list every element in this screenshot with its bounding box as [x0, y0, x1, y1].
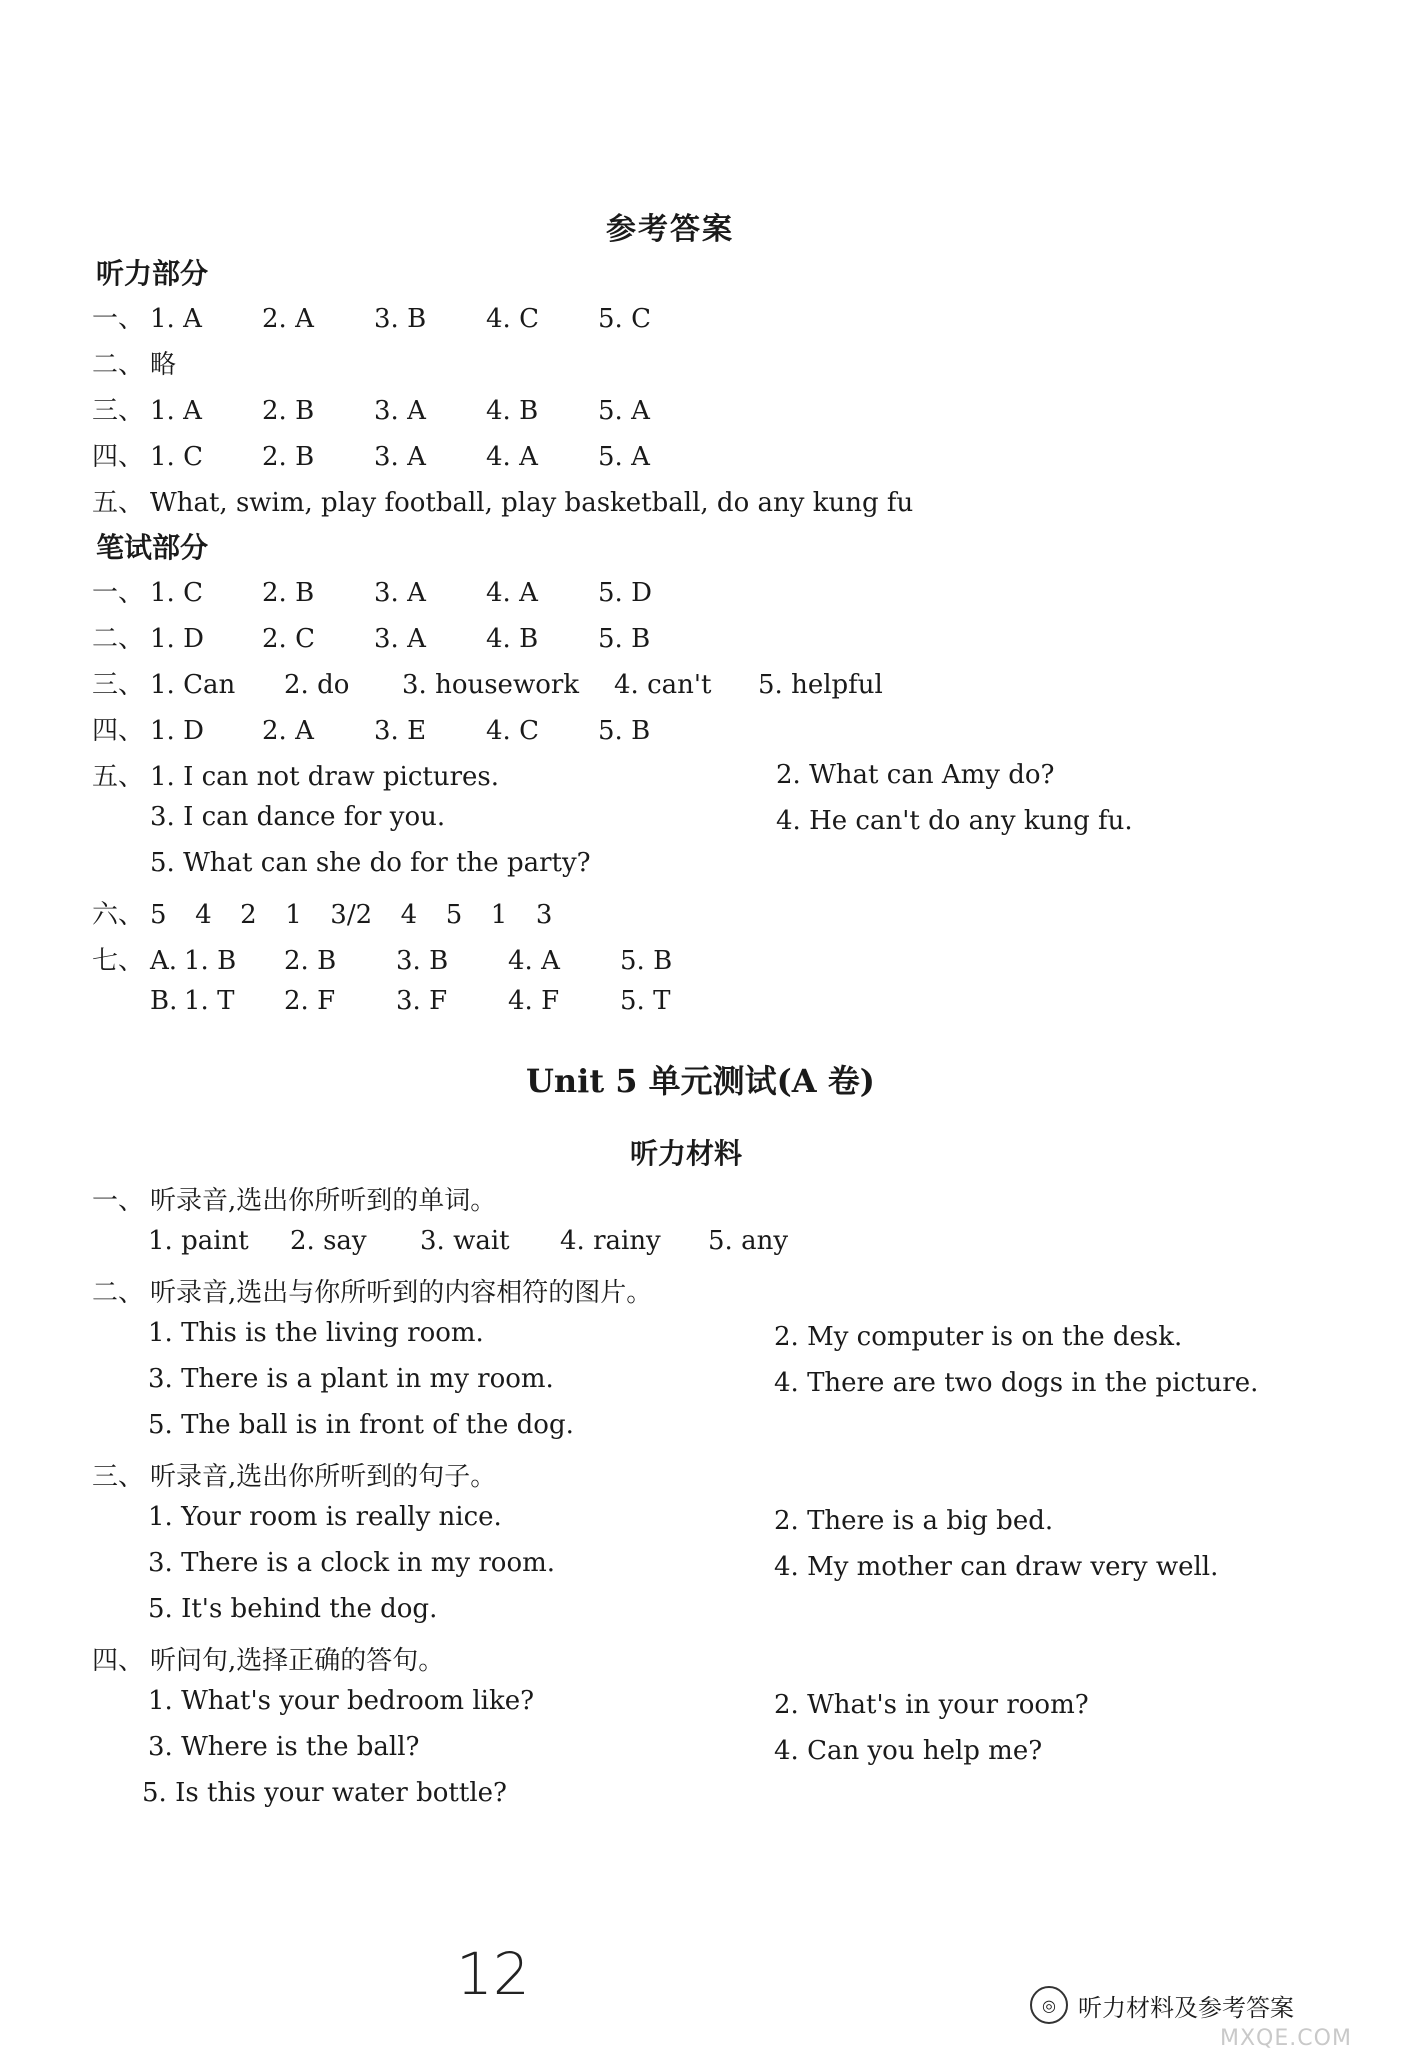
answer-item: 4. A — [486, 442, 538, 472]
answer-item: 1. A — [150, 396, 202, 426]
instruction-text: 听录音,选出与你所听到的内容相符的图片。 — [150, 1278, 653, 1308]
answer-item: 1. Can — [150, 670, 236, 700]
question-number: 一、 — [92, 1186, 145, 1216]
answer-item: 4. C — [486, 716, 539, 746]
list-item: 2. There is a big bed. — [774, 1506, 1054, 1536]
answer-text: What, swim, play football, play basketball, do any kung fu — [150, 488, 914, 518]
footer-text: 听力材料及参考答案 — [1078, 1993, 1294, 2022]
answer-item: 3. B — [396, 946, 449, 976]
answer-text: 略 — [150, 350, 177, 380]
answer-item: 3. I can dance for you. — [150, 802, 446, 832]
list-item: 2. My computer is on the desk. — [774, 1322, 1183, 1352]
answer-item: 1. T — [184, 986, 235, 1016]
unit-q4-instruction — [92, 1640, 444, 1677]
answer-item: 3. A — [374, 578, 426, 608]
question-number: 三、 — [92, 396, 145, 426]
written-q5-item2 — [776, 760, 1054, 790]
answer-item: 2. A — [262, 716, 314, 746]
question-number: 四、 — [92, 442, 145, 472]
listening-heading: 听力部分 — [96, 257, 209, 290]
written-q7-b — [150, 986, 670, 1016]
answer-item: 4. C — [486, 304, 539, 334]
list-item: 3. There is a plant in my room. — [148, 1364, 554, 1394]
answer-item: 3. B — [374, 304, 427, 334]
written-q5-item3 — [150, 802, 445, 832]
question-number: 一、 — [92, 304, 145, 334]
unit-q1-instruction — [92, 1180, 496, 1217]
question-number: 五、 — [92, 488, 145, 518]
footer — [1030, 1986, 1294, 2024]
globe-logo-icon: ◎ — [1030, 1986, 1068, 2024]
written-q5-item5 — [150, 848, 591, 878]
watermark: MXQE.COM — [1220, 2026, 1352, 2051]
listening-q4 — [92, 436, 650, 473]
answer-item: 5. B — [598, 624, 651, 654]
answer-item: 2. C — [262, 624, 315, 654]
answer-item: 3. A — [374, 442, 426, 472]
list-item: 2. What's in your room? — [774, 1690, 1089, 1720]
answer-item: 1. D — [150, 624, 204, 654]
question-number: 二、 — [92, 624, 145, 654]
question-number: 一、 — [92, 578, 145, 608]
answer-item: 4. F — [508, 986, 560, 1016]
question-number: 七、 — [92, 946, 145, 976]
handwritten-page-number: 12 — [456, 1940, 530, 2008]
list-item: 1. This is the living room. — [148, 1318, 484, 1348]
unit-q1-items — [148, 1226, 788, 1256]
instruction-text: 听录音,选出你所听到的句子。 — [150, 1462, 497, 1492]
listening-q3 — [92, 390, 650, 427]
answer-item: 1. B — [184, 946, 237, 976]
part-label: A. — [150, 946, 178, 976]
answer-item: 2. B — [262, 442, 315, 472]
written-heading: 笔试部分 — [96, 531, 209, 564]
written-q7-a — [92, 940, 672, 977]
question-number: 五、 — [92, 762, 145, 792]
answer-item: 5. A — [598, 442, 650, 472]
answer-item: 2. B — [262, 396, 315, 426]
list-item: 3. Where is the ball? — [148, 1732, 420, 1762]
answer-item: 4. can't — [614, 670, 712, 700]
answer-item: 4. B — [486, 624, 539, 654]
answer-item: 5. C — [598, 304, 651, 334]
list-item: 3. wait — [420, 1226, 510, 1256]
list-item: 5. Is this your water bottle? — [142, 1778, 507, 1808]
list-item: 3. There is a clock in my room. — [148, 1548, 556, 1578]
answer-item: 2. B — [284, 946, 337, 976]
list-item: 4. My mother can draw very well. — [774, 1552, 1219, 1582]
answer-item: 5. B — [620, 946, 673, 976]
answer-item: 5. What can she do for the party? — [150, 848, 591, 878]
answer-item: 1. C — [150, 442, 203, 472]
unit-q3-instruction — [92, 1456, 496, 1493]
answer-item: 2. B — [262, 578, 315, 608]
answer-item: 3. housework — [402, 670, 580, 700]
listening-q5 — [92, 482, 913, 519]
answer-item: 1. A — [150, 304, 202, 334]
instruction-text: 听问句,选择正确的答句。 — [150, 1646, 445, 1676]
list-item: 4. Can you help me? — [774, 1736, 1043, 1766]
answer-item: 1. C — [150, 578, 203, 608]
written-q3 — [92, 664, 883, 701]
answer-item: 5. D — [598, 578, 652, 608]
list-item: 4. rainy — [560, 1226, 661, 1256]
answer-item: 3. A — [374, 624, 426, 654]
answer-item: 5. B — [598, 716, 651, 746]
list-item: 1. paint — [148, 1226, 249, 1256]
instruction-text: 听录音,选出你所听到的单词。 — [150, 1186, 497, 1216]
listening-q2 — [92, 344, 176, 381]
answer-item: 5. helpful — [758, 670, 883, 700]
answers-title: 参考答案 — [606, 212, 734, 247]
answer-item: 1. I can not draw pictures. — [150, 762, 500, 792]
list-item: 2. say — [290, 1226, 367, 1256]
list-item: 1. Your room is really nice. — [148, 1502, 502, 1532]
answer-item: 2. F — [284, 986, 336, 1016]
answer-item: 2. What can Amy do? — [776, 760, 1055, 790]
answer-text: 5 4 2 1 3/2 4 5 1 3 — [150, 900, 553, 930]
unit-title: Unit 5 单元测试(A 卷) — [526, 1062, 875, 1100]
written-q4 — [92, 710, 650, 747]
answer-item: 2. A — [262, 304, 314, 334]
question-number: 四、 — [92, 716, 145, 746]
question-number: 六、 — [92, 900, 145, 930]
answer-item: 4. A — [486, 578, 538, 608]
answer-item: 1. D — [150, 716, 204, 746]
written-q2 — [92, 618, 650, 655]
answer-item: 4. B — [486, 396, 539, 426]
list-item: 1. What's your bedroom like? — [148, 1686, 535, 1716]
list-item: 5. It's behind the dog. — [148, 1594, 438, 1624]
question-number: 四、 — [92, 1646, 145, 1676]
answer-item: 5. T — [620, 986, 671, 1016]
question-number: 三、 — [92, 1462, 145, 1492]
unit-q2-instruction — [92, 1272, 652, 1309]
part-label: B. — [150, 986, 178, 1016]
question-number: 二、 — [92, 1278, 145, 1308]
written-q5-item4 — [776, 806, 1133, 836]
list-item: 5. any — [708, 1226, 789, 1256]
answer-item: 5. A — [598, 396, 650, 426]
list-item: 5. The ball is in front of the dog. — [148, 1410, 574, 1440]
answer-item: 3. F — [396, 986, 448, 1016]
answer-item: 4. He can't do any kung fu. — [776, 806, 1133, 836]
listening-q1 — [92, 298, 651, 335]
answer-item: 4. A — [508, 946, 560, 976]
list-item: 4. There are two dogs in the picture. — [774, 1368, 1259, 1398]
written-q1 — [92, 572, 652, 609]
answer-item: 3. E — [374, 716, 427, 746]
question-number: 二、 — [92, 350, 145, 380]
answer-item: 2. do — [284, 670, 350, 700]
question-number: 三、 — [92, 670, 145, 700]
unit-subtitle: 听力材料 — [630, 1137, 743, 1170]
answer-item: 3. A — [374, 396, 426, 426]
written-q6 — [92, 894, 552, 931]
written-q5-row1 — [92, 756, 499, 793]
